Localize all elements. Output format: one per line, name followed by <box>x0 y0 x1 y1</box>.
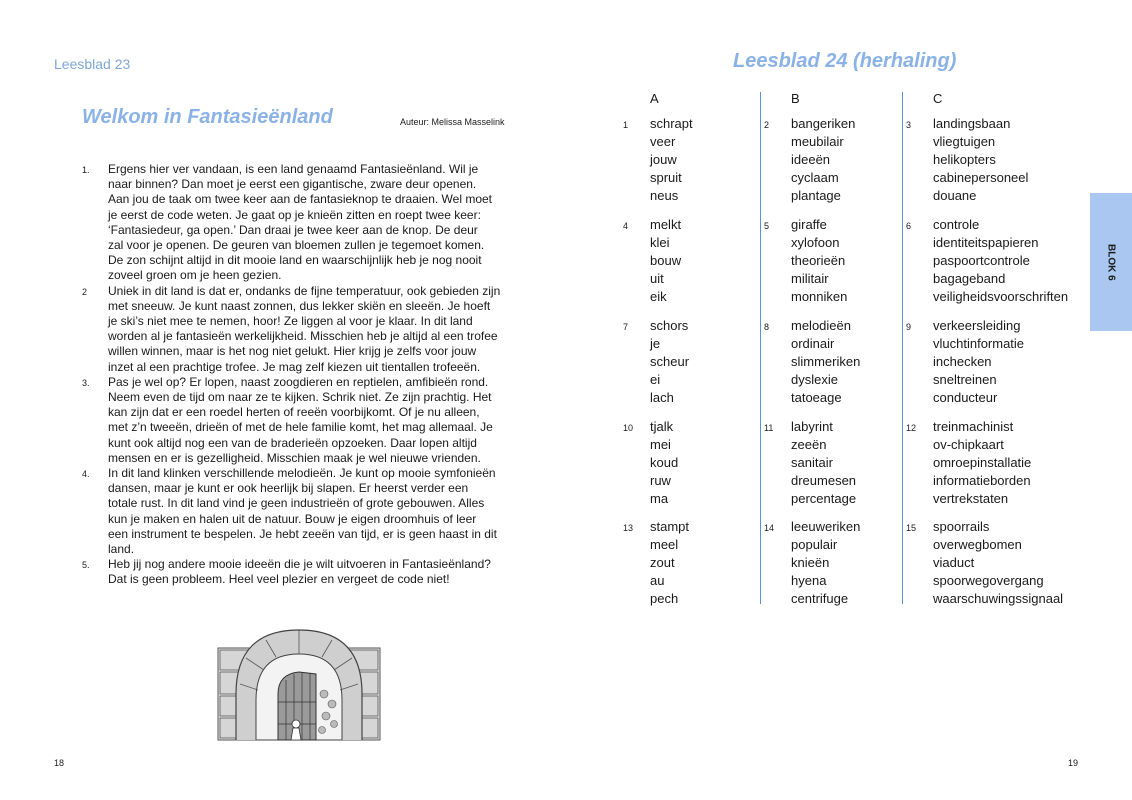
group-number: 13 <box>623 523 634 533</box>
stone-arch-door-illustration <box>216 624 382 742</box>
word: neus <box>650 188 679 203</box>
word: bouw <box>650 253 682 268</box>
word-group-5 <box>764 216 848 306</box>
word: au <box>650 573 665 588</box>
word-group-14 <box>764 518 861 608</box>
paragraph-number: 2 <box>82 286 88 297</box>
word: pech <box>650 591 679 606</box>
word: identiteitspapieren <box>933 235 1039 250</box>
word: vliegtuigen <box>933 134 996 149</box>
paragraph-number: 4. <box>82 469 90 480</box>
word-group-7 <box>623 317 690 407</box>
word-group-1 <box>623 115 693 205</box>
column-divider <box>902 92 903 604</box>
group-number: 4 <box>623 221 629 231</box>
word: informatieborden <box>933 473 1031 488</box>
group-number: 1 <box>623 120 629 130</box>
word-group-6 <box>906 216 1069 306</box>
word: plantage <box>791 188 841 203</box>
group-number: 12 <box>906 423 917 433</box>
paragraph-text: Heb jij nog andere mooie ideeën die je wilt uitvoeren in Fantasieënland? Dat is geen probleem. Heel veel plezier en vergeet de code niet! <box>108 557 491 587</box>
word: tatoeage <box>791 390 842 405</box>
paragraph-4 <box>82 466 514 557</box>
word: sneltreinen <box>933 372 997 387</box>
word: controle <box>933 217 980 232</box>
paragraph-text: Pas je wel op? Er lopen, naast zoogdieren en reptielen, amfibieën rond. Neem even de tijd om naar ze te kijken. Schrik niet. Ze zijn prachtig. Het kan zijn dat er een roedel herten of reeën voorbijkomt. Of je nu alleen, met z’n tweeën, drieën of met de hele familie komt, het mag allemaal. Je kunt ook altijd nog een van de braderieën opzoeken. Daar lopen altijd mensen en er is gezelligheid. Misschien maak je wel nieuwe vrienden. <box>108 374 493 465</box>
paragraph-5 <box>82 557 514 587</box>
word: scheur <box>650 354 690 369</box>
paragraph-text: Ergens hier ver vandaan, is een land genaamd Fantasieënland. Wil je naar binnen? Dan moet je eerst een gigantische, zware deur openen. Aan jou de taak om twee keer aan de fantasieknop te draaien. Wel moet je eerst de code weten. Je gaat op je knieën zitten en roept twee keer: ‘Fantasiedeur, ga open.’ Dan draai je twee keer aan de knop. De deur zal voor je openen. De geuren van bloemen zullen je tegemoet komen. De zon schijnt altijd in dit mooie land en waarschijnlijk heb je nog nooit zoveel groen om je heen gezien. <box>108 162 493 283</box>
word: bagageband <box>933 271 1006 286</box>
word: stampt <box>650 519 690 534</box>
word: schrapt <box>650 116 693 131</box>
word: dreumesen <box>791 473 857 488</box>
group-number: 5 <box>764 221 770 231</box>
word: knieën <box>791 555 830 570</box>
word: cabinepersoneel <box>933 170 1029 185</box>
word: melodieën <box>791 318 851 333</box>
word: lach <box>650 390 674 405</box>
word: omroepinstallatie <box>933 455 1032 470</box>
word: koud <box>650 455 679 470</box>
word: sanitair <box>791 455 833 470</box>
word: monniken <box>791 289 848 304</box>
paragraph-number: 5. <box>82 560 90 571</box>
word-group-13 <box>623 518 690 608</box>
paragraph-number: 1. <box>82 165 90 175</box>
group-number: 2 <box>764 120 770 130</box>
word: vluchtinformatie <box>933 336 1025 351</box>
word: melkt <box>650 217 682 232</box>
word: veiligheidsvoorschriften <box>933 289 1069 304</box>
word-group-9 <box>906 317 1025 407</box>
author-credit: Auteur: Melissa Masselink <box>400 117 505 127</box>
word: militair <box>791 271 829 286</box>
word: zout <box>650 555 675 570</box>
word: jouw <box>650 152 677 167</box>
paragraph-3 <box>82 375 514 466</box>
word-group-12 <box>906 418 1032 508</box>
word-group-15 <box>906 518 1064 608</box>
page-number-right: 19 <box>1068 758 1079 768</box>
paragraph-number: 3. <box>82 377 90 388</box>
group-number: 3 <box>906 120 912 130</box>
word: spoorwegovergang <box>933 573 1044 588</box>
word-group-8 <box>764 317 861 407</box>
word: douane <box>933 188 977 203</box>
word: meel <box>650 537 679 552</box>
word: veer <box>650 134 676 149</box>
group-number: 10 <box>623 423 634 433</box>
word: centrifuge <box>791 591 849 606</box>
paragraph-text: Uniek in dit land is dat er, ondanks de fijne temperatuur, ook gebieden zijn met sneeuw. Je kunt naast zonnen, dus lekker skiën en sleeën. Je hoeft je ski’s niet mee te nemen, hoor! Ze liggen al voor je klaar. In dit land worden al je fantasieën werkelijkheid. Misschien heb je altijd al een trofee willen winnen, maar is het nog niet gelukt. Hier krijg je zelfs voor jouw inzet al een prachtige trofee. Je mag zelf kiezen uit tientallen trofeeën. <box>108 283 501 374</box>
word: hyena <box>791 573 827 588</box>
word: mei <box>650 437 671 452</box>
word: theorieën <box>791 253 846 268</box>
exercise-title: Leesblad 24 (herhaling) <box>733 50 957 72</box>
blok-tab <box>1090 193 1132 331</box>
column-header-c: C <box>933 91 943 106</box>
word: uit <box>650 271 664 286</box>
word: ma <box>650 491 669 506</box>
word: landingsbaan <box>933 116 1011 131</box>
word: verkeersleiding <box>933 318 1021 333</box>
word: vertrekstaten <box>933 491 1009 506</box>
column-header-a: A <box>650 91 659 106</box>
word: overwegbomen <box>933 537 1022 552</box>
word: meubilair <box>791 134 844 149</box>
word: cyclaam <box>791 170 839 185</box>
word-group-3 <box>906 115 1029 205</box>
word-group-4 <box>623 216 682 306</box>
paragraph-text: In dit land klinken verschillende melodieën. Je kunt op mooie symfonieën dansen, maar je kunt er ook heerlijk bij slapen. Er heerst verder een totale rust. In dit land vind je geen industrieën of grote gebouwen. Alles kun je maken en halen uit de natuur. Bouw je eigen droomhuis of leer een instrument te bespelen. Je hebt zeeën van tijd, er is geen haast in dit land. <box>108 466 497 557</box>
paragraph-2 <box>82 284 514 375</box>
word: zeeën <box>791 437 827 452</box>
word: ei <box>650 372 661 387</box>
word-group-2 <box>764 115 856 205</box>
group-number: 15 <box>906 523 917 533</box>
word: populair <box>791 537 838 552</box>
word: spoorrails <box>933 519 990 534</box>
word: inchecken <box>933 354 992 369</box>
word: viaduct <box>933 555 975 570</box>
right-page <box>566 0 1132 800</box>
word: ruw <box>650 473 671 488</box>
story-paragraphs <box>82 162 514 588</box>
word-group-11 <box>764 418 857 508</box>
word: je <box>650 336 661 351</box>
word: ideeën <box>791 152 831 167</box>
word: dyslexie <box>791 372 838 387</box>
word: giraffe <box>791 217 827 232</box>
word: slimmeriken <box>791 354 861 369</box>
column-header-b: B <box>791 91 800 106</box>
word: xylofoon <box>791 235 840 250</box>
word: waarschuwingssignaal <box>933 591 1064 606</box>
word: ordinair <box>791 336 835 351</box>
group-number: 7 <box>623 322 629 332</box>
word: ov-chipkaart <box>933 437 1004 452</box>
word: percentage <box>791 491 857 506</box>
word: helikopters <box>933 152 996 167</box>
word: bangeriken <box>791 116 856 131</box>
word: eik <box>650 289 667 304</box>
story-title: Welkom in Fantasieënland <box>82 106 333 128</box>
sheet-label: Leesblad 23 <box>54 56 131 72</box>
group-number: 9 <box>906 322 912 332</box>
word: treinmachinist <box>933 419 1014 434</box>
word: spruit <box>650 170 682 185</box>
column-divider <box>760 92 761 604</box>
blok-tab-label: BLOK 6 <box>1105 243 1117 281</box>
group-number: 8 <box>764 322 770 332</box>
group-number: 6 <box>906 221 912 231</box>
page-number-left: 18 <box>54 758 65 768</box>
word: klei <box>650 235 670 250</box>
word: labyrint <box>791 419 833 434</box>
word-group-10 <box>623 418 679 508</box>
word: conducteur <box>933 390 998 405</box>
group-number: 14 <box>764 523 775 533</box>
paragraph-1 <box>82 162 514 284</box>
group-number: 11 <box>764 423 774 433</box>
word: paspoortcontrole <box>933 253 1030 268</box>
word: tjalk <box>650 419 674 434</box>
word: leeuweriken <box>791 519 861 534</box>
word: schors <box>650 318 689 333</box>
